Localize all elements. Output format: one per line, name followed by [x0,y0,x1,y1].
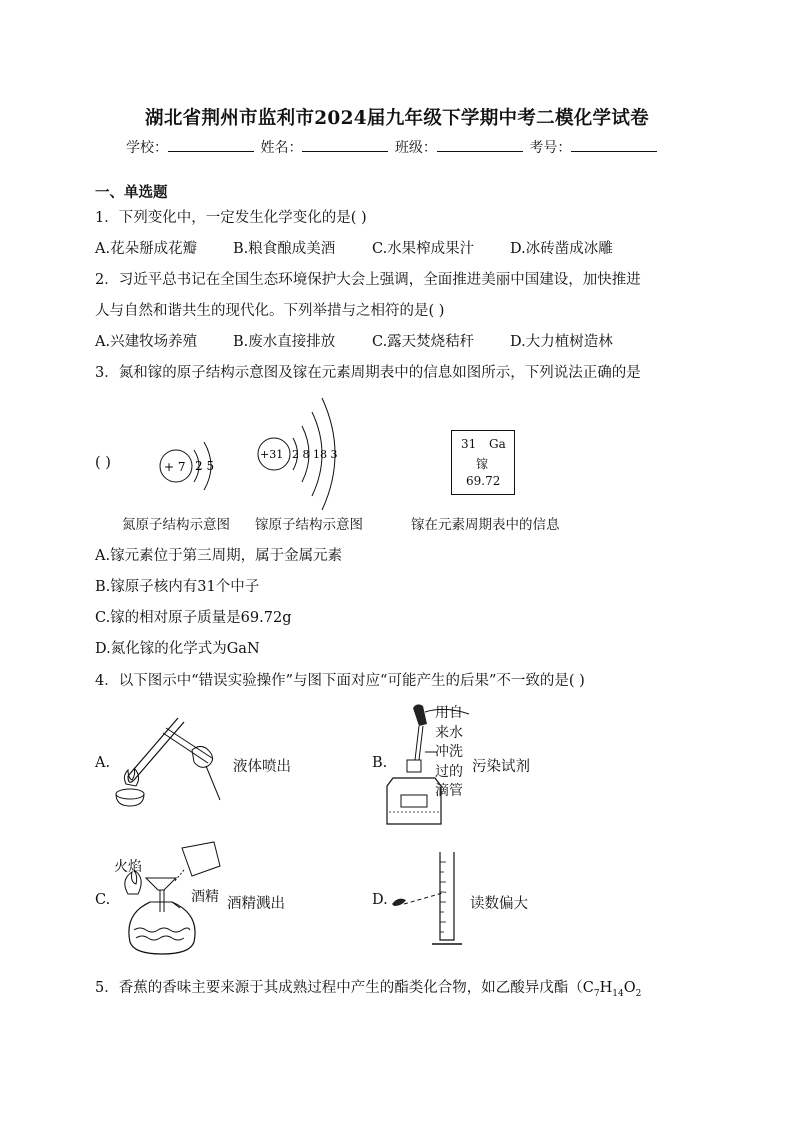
gallium-atom-diagram [250,392,360,512]
question-1-stem: 1．下列变化中，一定发生化学变化的是( ) [95,210,367,226]
name-blank[interactable] [302,137,388,152]
alcohol-label: 酒精 [191,889,219,905]
class-label: 班级： [394,140,437,156]
q1-option-b[interactable]: B.粮食酿成美酒 [233,241,336,257]
question-2-stem-line1: 2．习近平总书记在全国生态环境保护大会上强调，全面推进美丽中国建设，加快推进 [95,272,641,288]
q4-option-b-result: 污染试剂 [472,759,530,775]
flame-label: 火焰 [114,859,142,875]
n-atom-caption: 氮原子结构示意图 [122,517,230,533]
name-label: 姓名： [260,140,303,156]
n-nucleus-label: + 7 [164,460,186,474]
page-title: 湖北省荆州市监利市2024届九年级下学期中考二模化学试卷 [145,108,649,129]
q4-option-c-letter[interactable]: C. [95,892,111,908]
ga-cell-caption: 镓在元素周期表中的信息 [411,517,560,533]
question-4-stem: 4．以下图示中“错误实验操作”与图下面对应“可能产生的后果”不一致的是( ) [95,673,585,689]
number-blank[interactable] [571,137,657,152]
q1-option-d[interactable]: D.冰砖凿成冰雕 [510,241,613,257]
number-label: 考号： [529,140,572,156]
q4-option-d-result: 读数偏大 [470,896,528,912]
q4-option-a-result: 液体喷出 [233,759,291,775]
question-2-stem-line2: 人与自然和谐共生的现代化。下列举措与之相符的是( ) [95,303,445,319]
ga-atom-caption: 镓原子结构示意图 [255,517,363,533]
q1-option-a[interactable]: A.花朵掰成花瓣 [95,241,198,257]
school-label: 学校： [126,140,168,156]
ga-atomic-number: 31 [461,437,477,451]
dropper-note-label: 用自 来水 冲洗 过的 滴管 [435,705,463,799]
section-heading: 一、单选题 [95,184,168,201]
ga-shell-electrons: 2 8 18 3 [292,448,338,461]
heating-test-tube-illustration [108,708,233,813]
ga-name: 镓 [476,457,489,471]
graduated-cylinder-illustration [388,848,468,950]
gallium-periodic-cell [451,430,515,495]
q2-option-c[interactable]: C.露天焚烧秸秆 [372,334,475,350]
q4-option-d-letter[interactable]: D. [372,892,388,908]
ga-nucleus-label: +31 [260,448,284,461]
q3-option-d[interactable]: D.氮化镓的化学式为GaN [95,641,260,657]
nitrogen-atom-diagram [150,420,230,510]
q2-option-d[interactable]: D.大力植树造林 [510,334,613,350]
q5-formula: $C_7H_{14}O_2$ [582,980,642,999]
class-blank[interactable] [437,137,523,152]
ga-atomic-mass: 69.72 [466,474,501,488]
q3-option-a[interactable]: A.镓元素位于第三周期，属于金属元素 [95,548,343,564]
question-3-stem: 3．氮和镓的原子结构示意图及镓在元素周期表中的信息如图所示，下列说法正确的是 [95,365,641,381]
school-blank[interactable] [168,137,254,152]
ga-symbol: Ga [489,437,506,451]
q4-option-b-letter[interactable]: B. [372,755,388,771]
student-info-line [126,137,659,157]
q4-option-c-result: 酒精溅出 [227,896,285,912]
q3-option-b[interactable]: B.镓原子核内有31个中子 [95,579,260,595]
q3-option-c[interactable]: C.镓的相对原子质量是69.72g [95,610,292,626]
question-5-stem: 5．香蕉的香味主要来源于其成熟过程中产生的酯类化合物，如乙酸异戊酯（$C_7H_{14}O_2$ [95,980,642,999]
q2-option-a[interactable]: A.兴建牧场养殖 [95,334,198,350]
q4-option-a-letter[interactable]: A. [95,755,111,771]
q3-answer-paren: ( ) [95,455,111,471]
q1-option-c[interactable]: C.水果榨成果汁 [372,241,475,257]
n-shell-electrons: 2 5 [195,459,215,473]
q2-option-b[interactable]: B.废水直接排放 [233,334,336,350]
